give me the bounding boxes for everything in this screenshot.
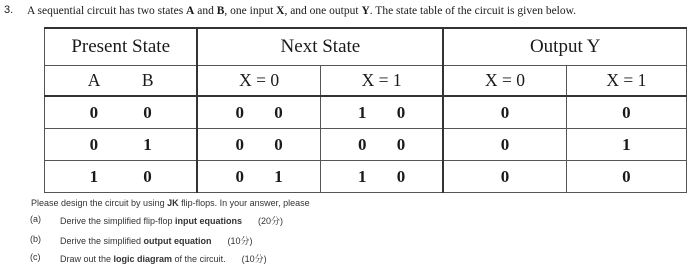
row2-present: 0 1 bbox=[45, 129, 198, 161]
row2-next-x1: 0 0 bbox=[320, 129, 443, 161]
output-header: Output Y bbox=[443, 28, 686, 66]
row1-out-x1: 0 bbox=[566, 96, 686, 129]
row1-next-x1: 1 0 bbox=[320, 96, 443, 129]
row2-out-x0: 0 bbox=[443, 129, 566, 161]
next-state-header: Next State bbox=[197, 28, 443, 66]
out-x1-header: X = 1 bbox=[566, 66, 686, 97]
row2-out-x1: 1 bbox=[566, 129, 686, 161]
row1-out-x0: 0 bbox=[443, 96, 566, 129]
row1-next-x0: 0 0 bbox=[197, 96, 320, 129]
row1-present: 0 0 bbox=[45, 96, 198, 129]
row3-next-x1: 1 0 bbox=[320, 161, 443, 193]
next-x0-header: X = 0 bbox=[197, 66, 320, 97]
state-table bbox=[44, 27, 687, 193]
row3-present: 1 0 bbox=[45, 161, 198, 193]
out-x0-header: X = 0 bbox=[443, 66, 566, 97]
row3-out-x0: 0 bbox=[443, 161, 566, 193]
row3-out-x1: 0 bbox=[566, 161, 686, 193]
question-text: A sequential circuit has two states A and B, one input X, and one output Y. The state table of the circuit is given below. bbox=[27, 5, 577, 17]
row2-next-x0: 0 0 bbox=[197, 129, 320, 161]
row3-next-x0: 0 1 bbox=[197, 161, 320, 193]
present-state-header: Present State bbox=[45, 28, 198, 66]
question-number: 3. bbox=[4, 4, 14, 16]
instructions-intro: Please design the circuit by using JK flip-flops. In your answer, please bbox=[31, 198, 310, 208]
present-state-vars: A B bbox=[45, 66, 198, 97]
next-x1-header: X = 1 bbox=[320, 66, 443, 97]
